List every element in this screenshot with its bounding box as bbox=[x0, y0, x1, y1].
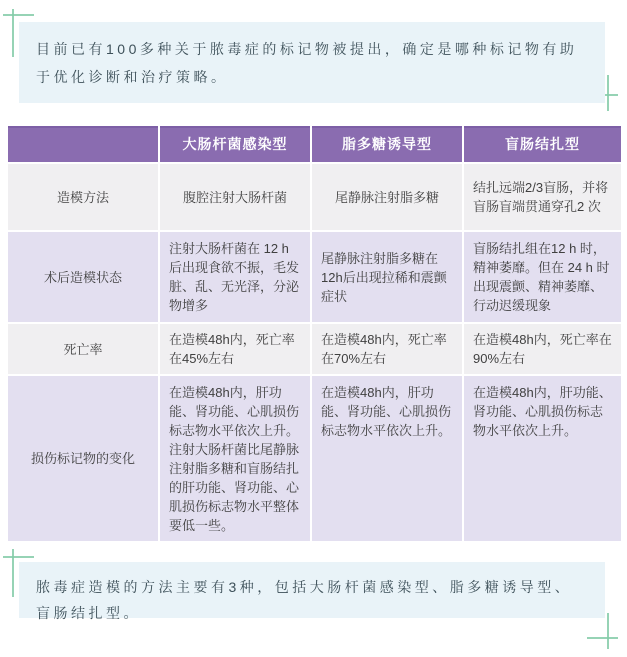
table-row-modeling-method bbox=[8, 164, 621, 230]
table-cell: 腹腔注射大肠杆菌 bbox=[160, 164, 310, 230]
table-cell: 在造模48h内，死亡率在70%左右 bbox=[312, 324, 462, 374]
table-cell: 在造模48h内，肝功能、肾功能、心肌损伤标志物水平依次上升。 bbox=[312, 376, 462, 541]
table-cell: 盲肠结扎组在12 h 时，精神萎靡。但在 24 h 时出现震颤、精神萎靡、行动迟缓现象 bbox=[464, 232, 621, 322]
summary-note-text: 脓毒症造模的方法主要有3种，包括大肠杆菌感染型、脂多糖诱导型、盲肠结扎型。 bbox=[36, 579, 573, 621]
header-cell-lps-type: 脂多糖诱导型 bbox=[312, 126, 462, 162]
header-cell-ecoli-type: 大肠杆菌感染型 bbox=[160, 126, 310, 162]
table-row-mortality bbox=[8, 324, 621, 374]
crosshair-summarybox-br-vertical bbox=[607, 613, 609, 649]
header-cell-cecal-ligation-type: 盲肠结扎型 bbox=[464, 126, 621, 162]
table-header-row bbox=[8, 126, 621, 162]
sepsis-model-table-wrapper bbox=[6, 124, 623, 543]
header-cell-empty bbox=[8, 126, 158, 162]
table-cell: 在造模48h内，死亡率在45%左右 bbox=[160, 324, 310, 374]
table-row-post-op-state bbox=[8, 232, 621, 322]
intro-note-text: 目前已有100多种关于脓毒症的标记物被提出，确定是哪种标记物有助于优化诊断和治疗策略。 bbox=[36, 41, 578, 85]
row-label: 死亡率 bbox=[8, 324, 158, 374]
crosshair-top-left-horizontal bbox=[3, 14, 34, 16]
intro-note-box bbox=[19, 22, 605, 103]
sepsis-model-comparison-table bbox=[6, 124, 623, 543]
table-cell: 尾静脉注射脂多糖在12h后出现拉稀和震颤症状 bbox=[312, 232, 462, 322]
crosshair-summarybox-br-horizontal bbox=[587, 637, 618, 639]
table-cell: 在造模48h内，肝功能、肾功能、心肌损伤标志物水平依次上升。注射大肠杆菌比尾静脉注射脂多糖和盲肠结扎的肝功能、肾功能、心肌损伤标志物水平整体要低一些。 bbox=[160, 376, 310, 541]
crosshair-summarybox-tl-horizontal bbox=[3, 556, 34, 558]
row-label: 造模方法 bbox=[8, 164, 158, 230]
summary-note-box bbox=[19, 562, 605, 621]
table-row-injury-markers bbox=[8, 376, 621, 541]
crosshair-top-left-vertical bbox=[12, 9, 14, 57]
crosshair-introbox-br-vertical bbox=[607, 75, 609, 111]
table-cell: 尾静脉注射脂多糖 bbox=[312, 164, 462, 230]
row-label: 术后造模状态 bbox=[8, 232, 158, 322]
table-cell: 在造模48h内，死亡率在90%左右 bbox=[464, 324, 621, 374]
table-cell: 在造模48h内，肝功能、肾功能、心肌损伤标志物水平依次上升。 bbox=[464, 376, 621, 541]
table-cell: 注射大肠杆菌在 12 h 后出现食欲不振，毛发脏、乱、无光泽，分泌物增多 bbox=[160, 232, 310, 322]
table-cell: 结扎远端2/3盲肠，并将盲肠盲端贯通穿孔2 次 bbox=[464, 164, 621, 230]
row-label: 损伤标记物的变化 bbox=[8, 376, 158, 541]
